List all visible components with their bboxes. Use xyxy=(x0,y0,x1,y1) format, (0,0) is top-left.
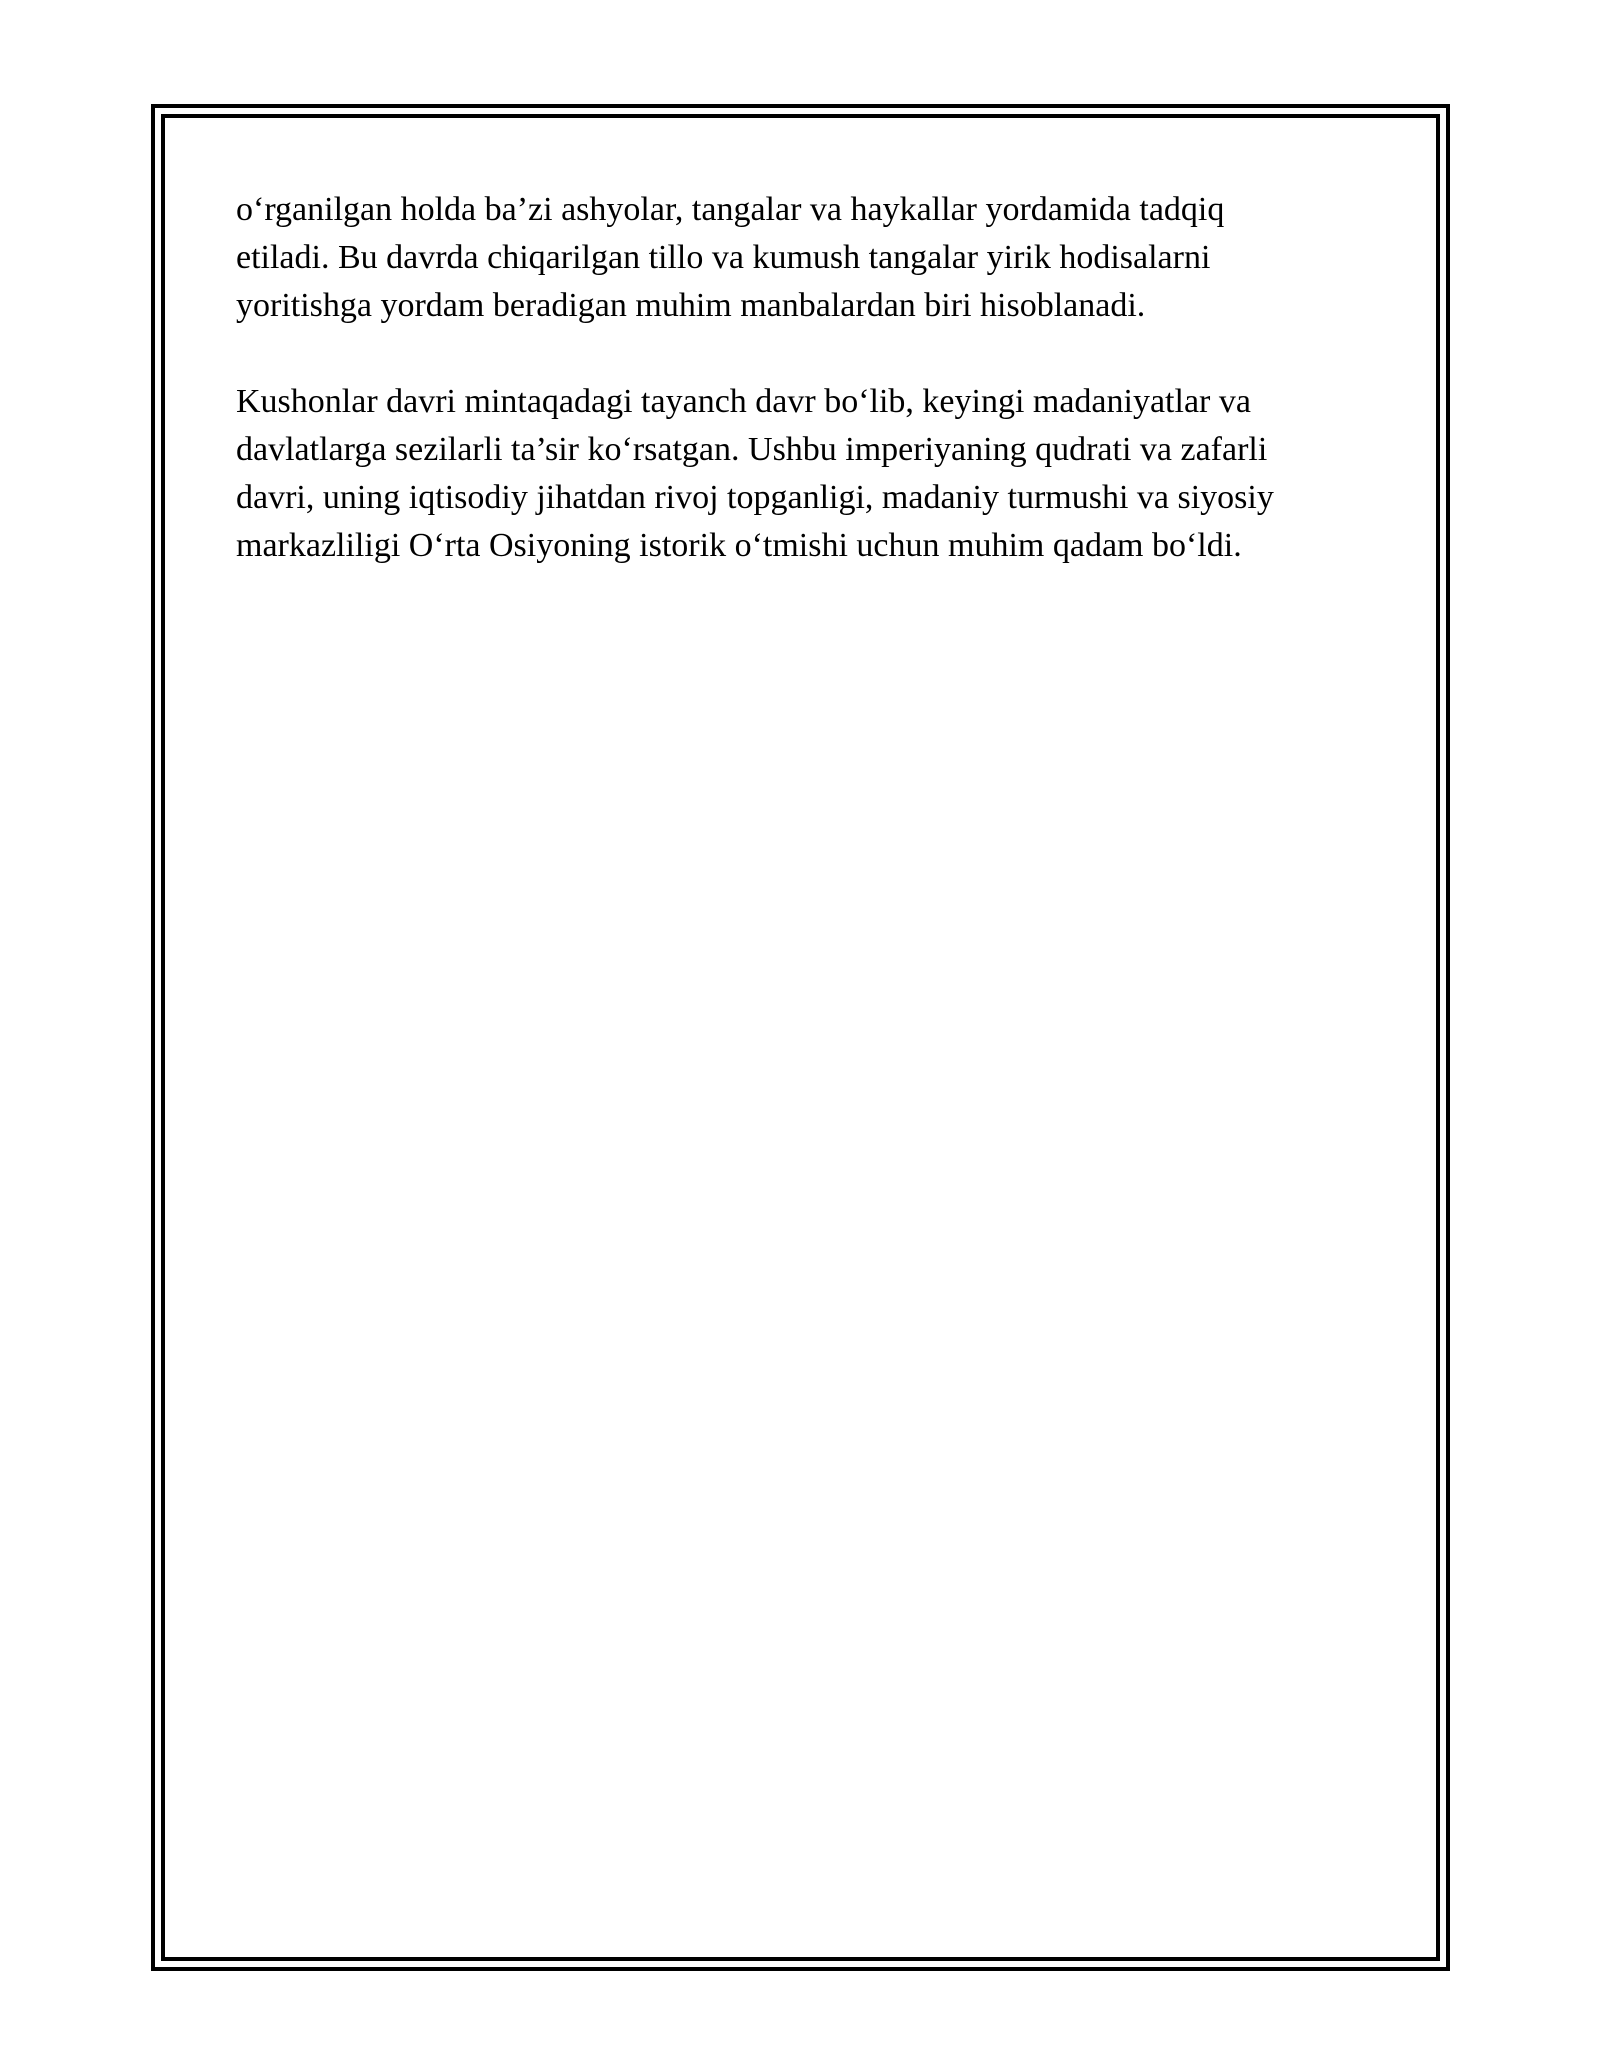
text-line: yoritishga yordam beradigan muhim manbalardan biri hisoblanadi. xyxy=(236,287,1146,324)
text-line: davlatlarga sezilarli ta’sir ko‘rsatgan. Ushbu imperiyaning qudrati va zafarli xyxy=(236,431,1268,468)
page-body xyxy=(236,186,1376,618)
text-line: davri, uning iqtisodiy jihatdan rivoj topganligi, madaniy turmushi va siyosiy xyxy=(236,479,1274,516)
text-line: etiladi. Bu davrda chiqarilgan tillo va kumush tangalar yirik hodisalarni xyxy=(236,239,1211,276)
text-line: o‘rganilgan holda ba’zi ashyolar, tangalar va haykallar yordamida tadqiq xyxy=(236,191,1225,228)
text-line: Kushonlar davri mintaqadagi tayanch davr bo‘lib, keyingi madaniyatlar va xyxy=(236,383,1251,420)
paragraph-1 xyxy=(236,186,1376,330)
text-line: markazliligi O‘rta Osiyoning istorik o‘tmishi uchun muhim qadam bo‘ldi. xyxy=(236,527,1242,564)
paragraph-2 xyxy=(236,378,1376,570)
